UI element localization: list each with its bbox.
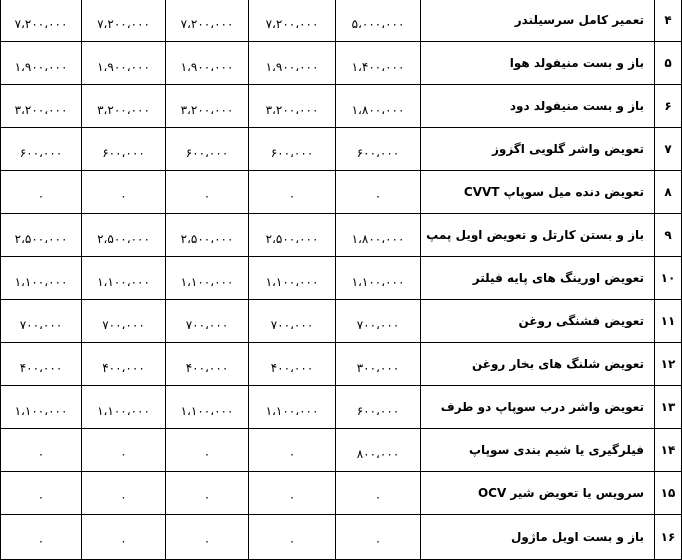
price-cell: ۰ (336, 515, 421, 560)
table-row (1, 257, 682, 300)
price-cell: ۶۰۰،۰۰۰ (166, 128, 249, 171)
price-cell: ۱،۹۰۰،۰۰۰ (82, 42, 166, 85)
price-cell: ۶۰۰،۰۰۰ (82, 128, 166, 171)
service-description-cell: تعویض واشر درب سوپاپ دو طرف (421, 386, 655, 429)
price-cell: ۰ (166, 472, 249, 515)
price-cell: ۰ (166, 515, 249, 560)
price-cell: ۱،۹۰۰،۰۰۰ (249, 42, 336, 85)
price-cell: ۷۰۰،۰۰۰ (336, 300, 421, 343)
table-row (1, 0, 682, 42)
price-cell: ۷۰۰،۰۰۰ (166, 300, 249, 343)
price-cell: ۰ (249, 171, 336, 214)
price-cell: ۰ (82, 515, 166, 560)
price-cell: ۰ (249, 429, 336, 472)
price-cell: ۴۰۰،۰۰۰ (166, 343, 249, 386)
price-cell: ۶۰۰،۰۰۰ (249, 128, 336, 171)
price-cell: ۴۰۰،۰۰۰ (249, 343, 336, 386)
row-number-cell: ۶ (655, 85, 682, 128)
row-number-cell: ۱۵ (655, 472, 682, 515)
price-cell: ۲،۵۰۰،۰۰۰ (82, 214, 166, 257)
price-cell: ۲،۵۰۰،۰۰۰ (249, 214, 336, 257)
price-cell: ۰ (166, 171, 249, 214)
service-description-cell: باز و بست اویل ماژول (421, 515, 655, 560)
row-number-cell: ۵ (655, 42, 682, 85)
price-cell: ۷۰۰،۰۰۰ (1, 300, 82, 343)
price-cell: ۱،۱۰۰،۰۰۰ (166, 386, 249, 429)
table-row (1, 128, 682, 171)
row-number-cell: ۱۶ (655, 515, 682, 560)
price-cell: ۰ (82, 429, 166, 472)
price-cell: ۳،۲۰۰،۰۰۰ (249, 85, 336, 128)
price-cell: ۷۰۰،۰۰۰ (249, 300, 336, 343)
price-cell: ۰ (1, 171, 82, 214)
price-cell: ۴۰۰،۰۰۰ (82, 343, 166, 386)
price-cell: ۲،۵۰۰،۰۰۰ (1, 214, 82, 257)
row-number-cell: ۱۴ (655, 429, 682, 472)
table-row (1, 386, 682, 429)
table-row (1, 343, 682, 386)
table-row (1, 214, 682, 257)
price-cell: ۱،۹۰۰،۰۰۰ (166, 42, 249, 85)
price-cell: ۵،۰۰۰،۰۰۰ (336, 0, 421, 42)
table-row (1, 429, 682, 472)
price-cell: ۶۰۰،۰۰۰ (336, 128, 421, 171)
service-description-cell: فیلرگیری یا شیم بندی سوپاپ (421, 429, 655, 472)
row-number-cell: ۱۳ (655, 386, 682, 429)
price-cell: ۱،۹۰۰،۰۰۰ (1, 42, 82, 85)
price-cell: ۳،۲۰۰،۰۰۰ (1, 85, 82, 128)
price-cell: ۷،۲۰۰،۰۰۰ (1, 0, 82, 42)
price-cell: ۰ (1, 515, 82, 560)
row-number-cell: ۱۲ (655, 343, 682, 386)
price-cell: ۰ (82, 472, 166, 515)
price-cell: ۳،۲۰۰،۰۰۰ (166, 85, 249, 128)
price-cell: ۰ (1, 429, 82, 472)
price-cell: ۱،۱۰۰،۰۰۰ (1, 257, 82, 300)
price-cell: ۱،۱۰۰،۰۰۰ (1, 386, 82, 429)
service-description-cell: باز و بستن کارتل و تعویض اویل پمپ (421, 214, 655, 257)
service-description-cell: تعویض واشر گلویی اگزوز (421, 128, 655, 171)
price-cell: ۰ (336, 472, 421, 515)
price-cell: ۳۰۰،۰۰۰ (336, 343, 421, 386)
price-cell: ۰ (249, 472, 336, 515)
price-cell: ۴۰۰،۰۰۰ (1, 343, 82, 386)
table-row (1, 171, 682, 214)
row-number-cell: ۱۰ (655, 257, 682, 300)
price-cell: ۱،۱۰۰،۰۰۰ (166, 257, 249, 300)
service-description-cell: تعمیر کامل سرسیلندر (421, 0, 655, 42)
row-number-cell: ۴ (655, 0, 682, 42)
service-description-cell: تعویض فشنگی روغن (421, 300, 655, 343)
price-cell: ۱،۱۰۰،۰۰۰ (249, 257, 336, 300)
price-cell: ۰ (336, 171, 421, 214)
price-cell: ۶۰۰،۰۰۰ (1, 128, 82, 171)
service-description-cell: تعویض اورینگ های پایه فیلتر (421, 257, 655, 300)
table-body (1, 0, 682, 560)
price-cell: ۰ (82, 171, 166, 214)
price-cell: ۱،۱۰۰،۰۰۰ (249, 386, 336, 429)
price-cell: ۱،۴۰۰،۰۰۰ (336, 42, 421, 85)
service-description-cell: باز و بست منیفولد هوا (421, 42, 655, 85)
price-cell: ۸۰۰،۰۰۰ (336, 429, 421, 472)
table-row (1, 42, 682, 85)
price-cell: ۷،۲۰۰،۰۰۰ (249, 0, 336, 42)
table-row (1, 300, 682, 343)
row-number-cell: ۷ (655, 128, 682, 171)
price-cell: ۰ (166, 429, 249, 472)
price-cell: ۱،۸۰۰،۰۰۰ (336, 214, 421, 257)
price-cell: ۰ (1, 472, 82, 515)
service-description-cell: تعویض شلنگ های بخار روغن (421, 343, 655, 386)
price-cell: ۱،۱۰۰،۰۰۰ (336, 257, 421, 300)
table-row (1, 472, 682, 515)
price-cell: ۱،۱۰۰،۰۰۰ (82, 386, 166, 429)
price-cell: ۷،۲۰۰،۰۰۰ (82, 0, 166, 42)
service-description-cell: باز و بست منیفولد دود (421, 85, 655, 128)
price-cell: ۲،۵۰۰،۰۰۰ (166, 214, 249, 257)
price-cell: ۱،۸۰۰،۰۰۰ (336, 85, 421, 128)
price-cell: ۳،۲۰۰،۰۰۰ (82, 85, 166, 128)
price-cell: ۶۰۰،۰۰۰ (336, 386, 421, 429)
price-cell: ۷۰۰،۰۰۰ (82, 300, 166, 343)
service-description-cell: تعویض دنده میل سوپاپ CVVT (421, 171, 655, 214)
table-row (1, 515, 682, 560)
row-number-cell: ۹ (655, 214, 682, 257)
price-cell: ۱،۱۰۰،۰۰۰ (82, 257, 166, 300)
row-number-cell: ۸ (655, 171, 682, 214)
service-description-cell: سرویس یا تعویض شیر OCV (421, 472, 655, 515)
price-cell: ۰ (249, 515, 336, 560)
row-number-cell: ۱۱ (655, 300, 682, 343)
table-row (1, 85, 682, 128)
price-cell: ۷،۲۰۰،۰۰۰ (166, 0, 249, 42)
